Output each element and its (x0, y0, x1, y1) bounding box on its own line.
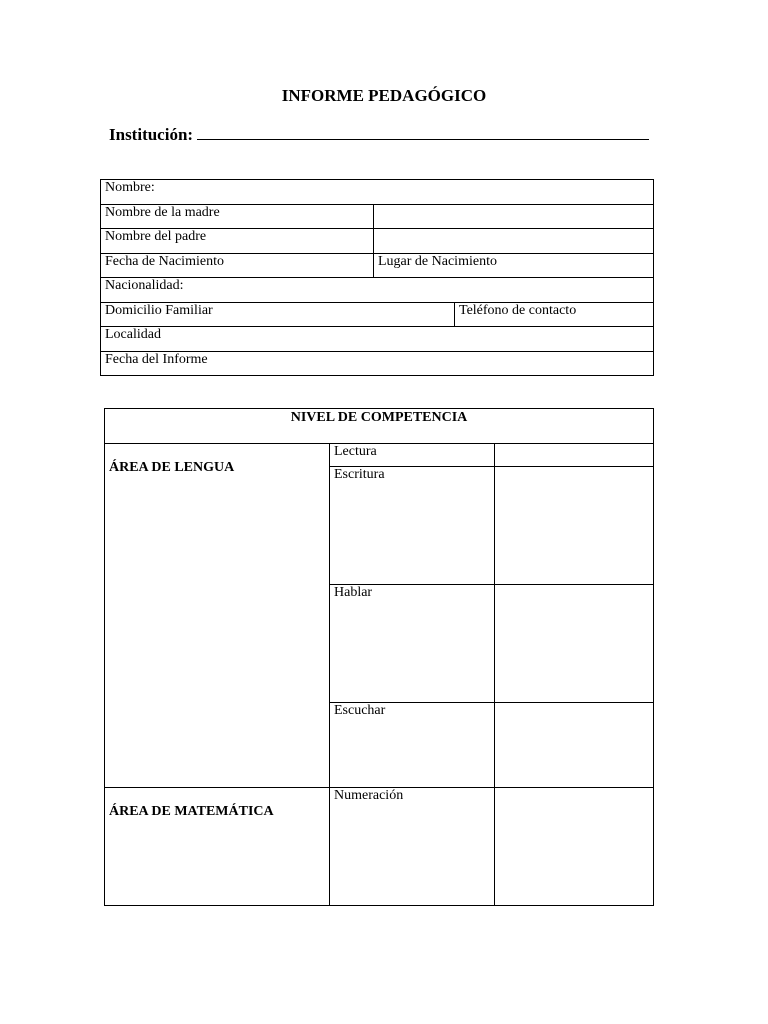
institucion-label: Institución: (109, 125, 194, 144)
table-row (105, 444, 654, 467)
table-row (101, 253, 654, 278)
area-lengua-label: ÁREA DE LENGUA (105, 444, 330, 788)
escritura-label: Escritura (330, 467, 495, 585)
numeracion-value (495, 788, 654, 906)
fecha-nacimiento-label: Fecha de Nacimiento (101, 253, 374, 278)
hablar-label: Hablar (330, 585, 495, 703)
table-row (105, 409, 654, 444)
table-row (101, 180, 654, 205)
area-matematica-label: ÁREA DE MATEMÁTICA (105, 788, 330, 906)
domicilio-label: Domicilio Familiar (101, 302, 455, 327)
nombre-madre-label: Nombre de la madre (101, 204, 374, 229)
document-title: INFORME PEDAGÓGICO (281, 86, 487, 105)
datos-personales-table (100, 179, 654, 376)
nombre-cell: Nombre: (101, 180, 654, 205)
lugar-nacimiento-label: Lugar de Nacimiento (374, 253, 654, 278)
table-row (105, 788, 654, 906)
nivel-competencia-table (104, 408, 654, 906)
institucion-field (109, 125, 649, 145)
institucion-blank-line (197, 125, 649, 140)
nombre-madre-value (374, 204, 654, 229)
table-row (101, 302, 654, 327)
lectura-label: Lectura (330, 444, 495, 467)
numeracion-label: Numeración (330, 788, 495, 906)
competencia-header: NIVEL DE COMPETENCIA (105, 409, 654, 444)
nacionalidad-cell: Nacionalidad: (101, 278, 654, 303)
table-row (101, 327, 654, 352)
escuchar-value (495, 703, 654, 788)
telefono-label: Teléfono de contacto (455, 302, 654, 327)
table-row (101, 278, 654, 303)
escritura-value (495, 467, 654, 585)
nombre-padre-value (374, 229, 654, 254)
escuchar-label: Escuchar (330, 703, 495, 788)
hablar-value (495, 585, 654, 703)
fecha-informe-cell: Fecha del Informe (101, 351, 654, 376)
nombre-padre-label: Nombre del padre (101, 229, 374, 254)
table-row (101, 204, 654, 229)
table-row (101, 351, 654, 376)
lectura-value (495, 444, 654, 467)
table-row (101, 229, 654, 254)
localidad-cell: Localidad (101, 327, 654, 352)
